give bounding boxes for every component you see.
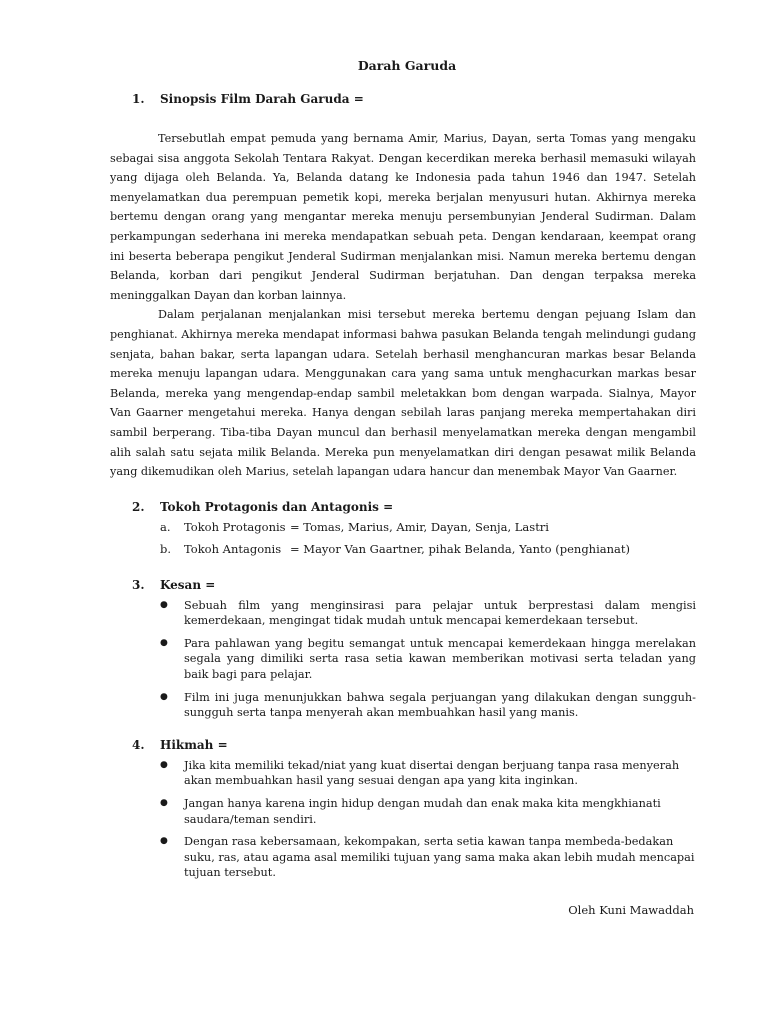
bullet-icon: ● bbox=[160, 798, 168, 809]
list-item bbox=[160, 690, 696, 721]
list-item bbox=[160, 758, 696, 789]
section-title: Sinopsis Film Darah Garuda = bbox=[160, 92, 364, 106]
section-3-heading bbox=[110, 578, 696, 592]
section-title: Hikmah = bbox=[160, 737, 228, 752]
list-text: Jangan hanya karena ingin hidup dengan mudah dan enak maka kita mengkhianati saudara/teman sendiri. bbox=[184, 797, 661, 826]
list-item bbox=[160, 516, 696, 538]
section-4-heading bbox=[110, 738, 696, 752]
list-label: a. bbox=[160, 519, 171, 534]
list-item bbox=[160, 796, 696, 827]
bullet-icon: ● bbox=[160, 599, 168, 610]
list-item bbox=[160, 598, 696, 629]
bullet-icon: ● bbox=[160, 759, 168, 770]
synopsis-paragraph-2: Dalam perjalanan menjalankan misi tersebut mereka bertemu dengan pejuang Islam dan penghianat. Akhirnya mereka mendapat informasi bahwa pasukan Belanda tengah melindungi gudang senjata, bahan bakar, serta lapangan udara. Setelah berhasil menghancuran markas besar Belanda mereka menuju lapangan udara. Menggunakan cara yang sama untuk menghacurkan markas besar Belanda, mereka yang mengendap-endap sambil meletakkan bom dengan warpada. Sialnya, Mayor Van Gaarner mengetahui mereka. Hanya dengan sebilah laras panjang mereka mempertahakan diri sambil berperang. Tiba-tiba Dayan muncul dan berhasil menyelamatkan mereka dengan mengambil alih salah satu sejata milik Belanda. Mereka pun menyelamatkan diri dengan pesawat milik Belanda yang dikemudikan oleh Marius, setelah lapangan udara hancur dan menembak Mayor Van Gaarner. bbox=[110, 308, 696, 479]
section-number: 1. bbox=[132, 92, 145, 106]
list-label: b. bbox=[160, 541, 172, 556]
list-text: Sebuah film yang menginsirasi para pelajar untuk berprestasi dalam mengisi kemerdekaan, mengingat tidak mudah untuk mencapai kemerdekaan tersebut. bbox=[184, 598, 696, 628]
document-title: Darah Garuda bbox=[357, 58, 457, 73]
synopsis-paragraph-1: Tersebutlah empat pemuda yang bernama Amir, Marius, Dayan, serta Tomas yang mengaku sebagai sisa anggota Sekolah Tentara Rakyat. Dengan kecerdikan mereka berhasil memasuki wilayah yang dijaga oleh Belanda. Ya, Belanda datang ke Indonesia pada tahun 1946 dan 1947. Setelah menyelamatkan dua perempuan pemetik kopi, mereka berjalan menyusuri hutan. Akhirnya mereka bertemu dengan orang yang mengantar mereka menuju persembunyian Jenderal Sudirman. Dalam perkampungan sederhana ini mereka mendapatkan sebuah peta. Dengan kendaraan, keempat orang ini beserta beberapa pengikut Jenderal Sudirman menjalankan misi. Namun mereka bertemu dengan Belanda, korban dari pengikut Jenderal Sudirman berjatuhan. Dan dengan terpaksa mereka meninggalkan Dayan dan korban lainnya. bbox=[110, 132, 696, 302]
impressions-list bbox=[160, 598, 696, 721]
section-number: 2. bbox=[132, 499, 145, 514]
section-title: Kesan = bbox=[160, 577, 216, 592]
section-number: 3. bbox=[132, 577, 145, 592]
list-text: Jika kita memiliki tekad/niat yang kuat disertai dengan berjuang tanpa rasa menyerah akan membuahkan hasil yang sesuai dengan apa yang kita inginkan. bbox=[184, 758, 680, 788]
section-title: Tokoh Protagonis dan Antagonis = bbox=[160, 499, 394, 514]
list-text: Para pahlawan yang begitu semangat untuk mencapai kemerdekaan hingga merelakan segala yang dimiliki serta rasa setia kawan memberikan motivasi serta teladan yang baik bagi para pelajar. bbox=[184, 636, 696, 682]
section-number: 4. bbox=[132, 737, 145, 752]
list-item bbox=[160, 636, 696, 683]
list-item bbox=[160, 538, 696, 560]
section-1-heading bbox=[110, 92, 696, 106]
list-value: = Mayor Van Gaartner, pihak Belanda, Yanto (penghianat) bbox=[290, 541, 630, 556]
author-signature: Oleh Kuni Mawaddah bbox=[568, 903, 694, 917]
list-key: Tokoh Antagonis bbox=[184, 541, 282, 556]
list-key: Tokoh Protagonis bbox=[184, 519, 286, 534]
bullet-icon: ● bbox=[160, 691, 168, 702]
list-value: = Tomas, Marius, Amir, Dayan, Senja, Lastri bbox=[290, 519, 549, 534]
bullet-icon: ● bbox=[160, 637, 168, 648]
characters-list bbox=[160, 516, 696, 560]
list-item bbox=[160, 834, 696, 881]
list-text: Film ini juga menunjukkan bahwa segala perjuangan yang dilakukan dengan sungguh-sungguh serta tanpa menyerah akan membuahkan hasil yang manis. bbox=[184, 690, 696, 720]
bullet-icon: ● bbox=[160, 836, 168, 847]
list-text: Dengan rasa kebersamaan, kekompakan, serta setia kawan tanpa membeda-bedakan suku, ras, atau agama asal memiliki tujuan yang sama maka akan lebih mudah mencapai tujuan tersebut. bbox=[184, 835, 695, 880]
lessons-list bbox=[160, 758, 696, 881]
section-2-heading bbox=[110, 500, 696, 514]
